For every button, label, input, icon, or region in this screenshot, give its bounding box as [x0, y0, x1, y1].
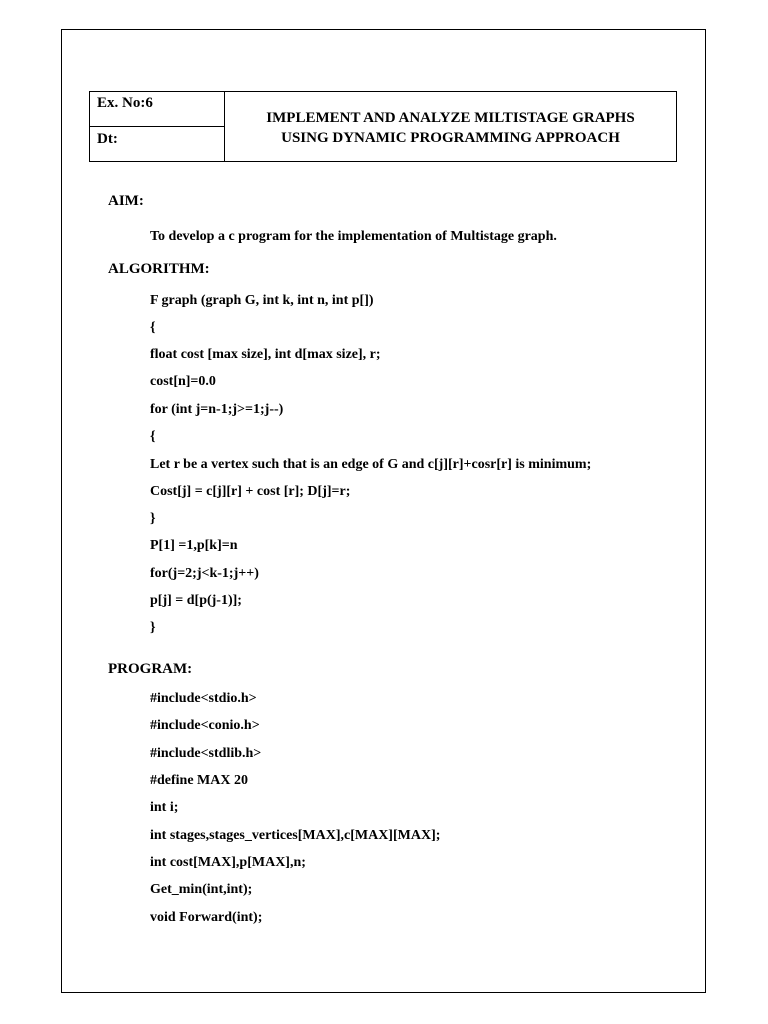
program-line: #include<stdio.h> [150, 691, 257, 706]
program-line: int cost[MAX],p[MAX],n; [150, 855, 306, 870]
algorithm-line: } [150, 620, 156, 635]
page-border [61, 29, 706, 993]
algorithm-line: P[1] =1,p[k]=n [150, 538, 238, 553]
title-line-1: IMPLEMENT AND ANALYZE MILTISTAGE GRAPHS [266, 109, 635, 126]
program-line: #include<stdlib.h> [150, 746, 262, 761]
program-line: #define MAX 20 [150, 773, 248, 788]
program-line: Get_min(int,int); [150, 882, 253, 897]
algorithm-line: } [150, 511, 156, 526]
program-line: int stages,stages_vertices[MAX],c[MAX][MAX]; [150, 828, 441, 843]
algorithm-line: { [150, 320, 156, 335]
program-line: int i; [150, 800, 179, 815]
program-line: void Forward(int); [150, 910, 263, 925]
aim-text: To develop a c program for the implementation of Multistage graph. [150, 229, 557, 244]
algorithm-line: { [150, 429, 156, 444]
document-title [225, 92, 676, 161]
algorithm-line: Cost[j] = c[j][r] + cost [r]; D[j]=r; [150, 484, 351, 499]
header-table [89, 91, 677, 162]
program-heading: PROGRAM: [108, 661, 193, 677]
algorithm-line: p[j] = d[p(j-1)]; [150, 593, 242, 608]
algorithm-line: cost[n]=0.0 [150, 374, 216, 389]
algorithm-line: Let r be a vertex such that is an edge of G and c[j][r]+cosr[r] is minimum; [150, 457, 592, 472]
algorithm-heading: ALGORITHM: [108, 261, 210, 277]
title-line-2: USING DYNAMIC PROGRAMMING APPROACH [281, 129, 620, 146]
exercise-number: Ex. No:6 [90, 92, 224, 127]
aim-heading: AIM: [108, 193, 144, 209]
program-line: #include<conio.h> [150, 718, 260, 733]
algorithm-line: for(j=2;j<k-1;j++) [150, 566, 259, 581]
algorithm-line: F graph (graph G, int k, int n, int p[]) [150, 293, 374, 308]
date-field: Dt: [97, 131, 118, 147]
algorithm-line: for (int j=n-1;j>=1;j--) [150, 402, 284, 417]
algorithm-line: float cost [max size], int d[max size], r; [150, 347, 381, 362]
